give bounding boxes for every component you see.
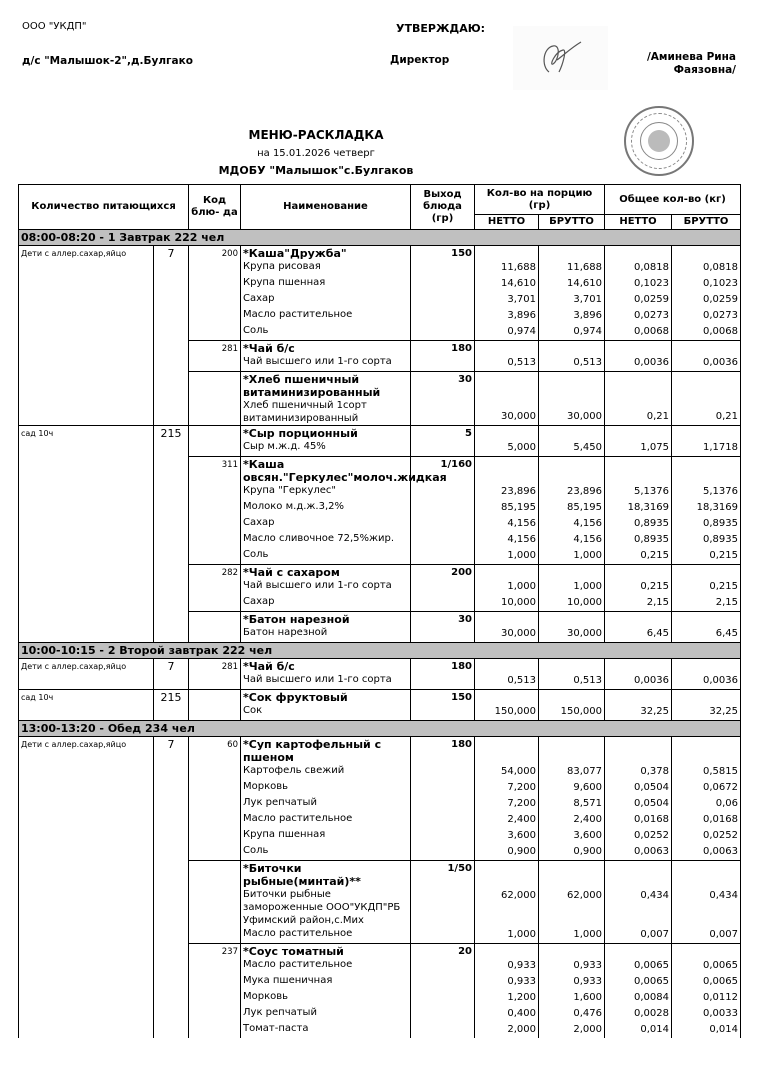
header-per-portion: Кол-во на порцию (гр) [475,185,605,215]
portion-netto: 1,000 [475,548,539,565]
ingredient-name: Биточки рыбные замороженные ООО"УКДП"РБ Уфимский район,с.Мих [241,888,411,927]
header-count: Количество питающихся [19,185,189,230]
header-output: Выход блюда (гр) [411,185,475,230]
total-netto: 0,8935 [605,532,672,548]
group-count: 7 [154,659,189,690]
portion-netto: 30,000 [475,626,539,643]
total-brutto: 0,0033 [672,1006,741,1022]
portion-brutto: 3,600 [539,828,605,844]
meal-title: 10:00-10:15 - 2 Второй завтрак 222 чел [19,643,741,659]
group-count: 215 [154,426,189,643]
header-total-brutto: БРУТТО [672,215,741,230]
total-brutto: 0,8935 [672,516,741,532]
portion-netto: 62,000 [475,888,539,927]
dish-output: 30 [411,372,475,426]
ingredient-name: Крупа рисовая [241,260,411,276]
document-date: на 15.01.2026 четверг [257,148,375,159]
total-netto: 0,0818 [605,260,672,276]
portion-netto: 5,000 [475,440,539,457]
ingredient-name: Молоко м.д.ж.3,2% [241,500,411,516]
portion-brutto: 1,000 [539,579,605,595]
ingredient-name: Соль [241,844,411,861]
ingredient-name: Соль [241,324,411,341]
empty-cell [672,372,741,400]
total-brutto: 0,0168 [672,812,741,828]
portion-brutto: 83,077 [539,764,605,780]
empty-cell [605,457,672,485]
empty-cell [672,565,741,580]
portion-netto: 85,195 [475,500,539,516]
dish-output: 180 [411,737,475,861]
ingredient-name: Чай высшего или 1-го сорта [241,673,411,690]
total-netto: 0,0028 [605,1006,672,1022]
dish-output: 150 [411,246,475,341]
dish-code [189,426,241,457]
total-netto: 0,0084 [605,990,672,1006]
dish-row [19,659,741,674]
empty-cell [539,861,605,889]
ingredient-name: Масло растительное [241,958,411,974]
total-netto: 0,1023 [605,276,672,292]
total-brutto: 0,007 [672,927,741,944]
total-brutto: 0,0068 [672,324,741,341]
header-name: Наименование [241,185,411,230]
empty-cell [539,737,605,765]
empty-cell [475,341,539,356]
empty-cell [475,246,539,261]
portion-netto: 1,000 [475,927,539,944]
empty-cell [605,612,672,627]
portion-netto: 0,900 [475,844,539,861]
empty-cell [539,246,605,261]
portion-netto: 14,610 [475,276,539,292]
menu-table-body [19,230,741,1039]
empty-cell [672,690,741,705]
total-netto: 0,0168 [605,812,672,828]
ingredient-name: Масло сливочное 72,5%жир. [241,532,411,548]
ingredient-name: Батон нарезной [241,626,411,643]
dish-name: *Сок фруктовый [241,690,411,705]
signature-icon [513,26,608,90]
total-brutto: 0,014 [672,1022,741,1038]
portion-netto: 30,000 [475,399,539,426]
ingredient-name: Соль [241,548,411,565]
total-brutto: 1,1718 [672,440,741,457]
portion-netto: 2,000 [475,1022,539,1038]
ingredient-name: Сыр м.ж.д. 45% [241,440,411,457]
meal-header-row [19,643,741,659]
dish-output: 1/160 [411,457,475,565]
dish-code [189,690,241,721]
portion-brutto: 3,896 [539,308,605,324]
dish-output: 150 [411,690,475,721]
total-netto: 0,378 [605,764,672,780]
total-brutto: 0,1023 [672,276,741,292]
ingredient-name: Морковь [241,990,411,1006]
total-brutto: 0,0036 [672,673,741,690]
empty-cell [605,944,672,959]
total-brutto: 0,215 [672,579,741,595]
portion-netto: 0,513 [475,355,539,372]
ingredient-name: Морковь [241,780,411,796]
portion-brutto: 10,000 [539,595,605,612]
organization-name: ООО "УКДП" [22,21,87,32]
total-netto: 32,25 [605,704,672,721]
school-name: МДОБУ "Малышок"с.Булгаков [218,164,414,177]
dish-code: 237 [189,944,241,1039]
meal-header-row [19,721,741,737]
portion-netto: 4,156 [475,532,539,548]
portion-netto: 7,200 [475,796,539,812]
portion-netto: 1,000 [475,579,539,595]
portion-netto: 1,200 [475,990,539,1006]
portion-netto: 0,933 [475,958,539,974]
group-label: Дети с аллер.сахар,яйцо [19,659,154,690]
portion-brutto: 1,000 [539,927,605,944]
portion-brutto: 5,450 [539,440,605,457]
empty-cell [475,861,539,889]
ingredient-name: Картофель свежий [241,764,411,780]
total-netto: 0,014 [605,1022,672,1038]
meal-title: 08:00-08:20 - 1 Завтрак 222 чел [19,230,741,246]
total-netto: 5,1376 [605,484,672,500]
portion-brutto: 2,000 [539,1022,605,1038]
empty-cell [672,944,741,959]
ingredient-name: Сахар [241,292,411,308]
empty-cell [605,659,672,674]
director-label: Директор [390,54,450,66]
dish-name: *Чай б/с [241,341,411,356]
empty-cell [475,737,539,765]
header-brutto: БРУТТО [539,215,605,230]
empty-cell [605,426,672,441]
total-netto: 0,21 [605,399,672,426]
total-brutto: 0,0112 [672,990,741,1006]
empty-cell [605,341,672,356]
portion-netto: 4,156 [475,516,539,532]
portion-netto: 23,896 [475,484,539,500]
dish-name: *Батон нарезной [241,612,411,627]
total-brutto: 0,0063 [672,844,741,861]
dish-name: *Хлеб пшеничный витаминизированный [241,372,411,400]
empty-cell [605,246,672,261]
dish-code [189,612,241,643]
empty-cell [475,457,539,485]
dish-name: *Каша овсян."Геркулес"молоч.жидкая [241,457,411,485]
dish-code [189,372,241,426]
ingredient-name: Лук репчатый [241,796,411,812]
header-code: Код блю- да [189,185,241,230]
portion-brutto: 11,688 [539,260,605,276]
empty-cell [539,565,605,580]
total-brutto: 0,0065 [672,958,741,974]
ingredient-name: Лук репчатый [241,1006,411,1022]
portion-brutto: 0,513 [539,673,605,690]
total-netto: 0,0065 [605,974,672,990]
portion-brutto: 1,600 [539,990,605,1006]
total-brutto: 0,0818 [672,260,741,276]
total-netto: 0,0252 [605,828,672,844]
ingredient-name: Томат-паста [241,1022,411,1038]
portion-brutto: 4,156 [539,532,605,548]
total-netto: 0,0063 [605,844,672,861]
portion-netto: 0,400 [475,1006,539,1022]
document-title: МЕНЮ-РАСКЛАДКА [248,128,384,142]
portion-brutto: 62,000 [539,888,605,927]
ingredient-name: Сахар [241,595,411,612]
total-netto: 0,0273 [605,308,672,324]
portion-netto: 3,600 [475,828,539,844]
portion-brutto: 3,701 [539,292,605,308]
total-netto: 0,007 [605,927,672,944]
empty-cell [539,457,605,485]
portion-netto: 54,000 [475,764,539,780]
total-netto: 0,0504 [605,780,672,796]
total-brutto: 0,0036 [672,355,741,372]
portion-brutto: 0,933 [539,958,605,974]
empty-cell [539,341,605,356]
ingredient-name: Крупа "Геркулес" [241,484,411,500]
total-brutto: 0,0672 [672,780,741,796]
portion-brutto: 30,000 [539,399,605,426]
ingredient-name: Масло растительное [241,927,411,944]
empty-cell [475,565,539,580]
dish-row [19,246,741,261]
dish-output: 30 [411,612,475,643]
total-netto: 0,8935 [605,516,672,532]
dish-code: 282 [189,565,241,612]
empty-cell [539,426,605,441]
empty-cell [539,372,605,400]
total-brutto: 6,45 [672,626,741,643]
dish-name: *Сыр порционный [241,426,411,441]
total-brutto: 0,0259 [672,292,741,308]
total-netto: 18,3169 [605,500,672,516]
total-netto: 0,0068 [605,324,672,341]
empty-cell [672,426,741,441]
empty-cell [672,246,741,261]
dish-code: 200 [189,246,241,341]
empty-cell [475,372,539,400]
dish-code: 60 [189,737,241,861]
portion-netto: 0,974 [475,324,539,341]
ingredient-name: Крупа пшенная [241,828,411,844]
portion-brutto: 8,571 [539,796,605,812]
dish-output: 180 [411,341,475,372]
portion-brutto: 1,000 [539,548,605,565]
total-netto: 0,0504 [605,796,672,812]
total-netto: 6,45 [605,626,672,643]
kindergarten-name: д/с "Малышок-2",д.Булгако [22,55,193,67]
total-netto: 0,0259 [605,292,672,308]
empty-cell [475,426,539,441]
total-brutto: 5,1376 [672,484,741,500]
ingredient-name: Масло растительное [241,812,411,828]
empty-cell [605,737,672,765]
portion-brutto: 0,933 [539,974,605,990]
group-label: сад 10ч [19,426,154,643]
dish-output: 180 [411,659,475,690]
group-count: 215 [154,690,189,721]
total-brutto: 0,434 [672,888,741,927]
dish-name: *Каша"Дружба" [241,246,411,261]
portion-brutto: 30,000 [539,626,605,643]
total-netto: 0,434 [605,888,672,927]
header-netto: НЕТТО [475,215,539,230]
empty-cell [539,690,605,705]
empty-cell [605,372,672,400]
empty-cell [475,659,539,674]
portion-netto: 7,200 [475,780,539,796]
total-brutto: 0,06 [672,796,741,812]
empty-cell [539,612,605,627]
total-brutto: 2,15 [672,595,741,612]
ingredient-name: Масло растительное [241,308,411,324]
total-brutto: 0,0273 [672,308,741,324]
dish-code: 281 [189,659,241,690]
total-brutto: 0,8935 [672,532,741,548]
total-brutto: 0,0252 [672,828,741,844]
total-netto: 0,0036 [605,355,672,372]
total-netto: 0,215 [605,548,672,565]
empty-cell [475,690,539,705]
group-label: Дети с аллер.сахар,яйцо [19,737,154,1039]
empty-cell [605,690,672,705]
portion-brutto: 85,195 [539,500,605,516]
approve-label: УТВЕРЖДАЮ: [396,22,486,35]
ingredient-name: Хлеб пшеничный 1сорт витаминизированный [241,399,411,426]
total-netto: 1,075 [605,440,672,457]
portion-brutto: 23,896 [539,484,605,500]
header-total-netto: НЕТТО [605,215,672,230]
total-brutto: 0,5815 [672,764,741,780]
ingredient-name: Мука пшеничная [241,974,411,990]
empty-cell [672,457,741,485]
total-netto: 2,15 [605,595,672,612]
dish-name: *Суп картофельный с пшеном [241,737,411,765]
dish-output: 5 [411,426,475,457]
total-brutto: 0,215 [672,548,741,565]
ingredient-name: Чай высшего или 1-го сорта [241,355,411,372]
portion-netto: 3,701 [475,292,539,308]
group-count: 7 [154,737,189,1039]
empty-cell [605,861,672,889]
group-label: сад 10ч [19,690,154,721]
dish-output: 1/50 [411,861,475,944]
empty-cell [672,612,741,627]
ingredient-name: Сахар [241,516,411,532]
portion-netto: 150,000 [475,704,539,721]
portion-netto: 11,688 [475,260,539,276]
empty-cell [672,861,741,889]
total-netto: 0,215 [605,579,672,595]
total-netto: 0,0036 [605,673,672,690]
portion-netto: 10,000 [475,595,539,612]
dish-output: 200 [411,565,475,612]
portion-brutto: 2,400 [539,812,605,828]
director-name: /Аминева Рина Фаязовна/ [646,51,736,76]
total-netto: 0,0065 [605,958,672,974]
dish-output: 20 [411,944,475,1039]
portion-netto: 0,513 [475,673,539,690]
empty-cell [672,659,741,674]
total-brutto: 32,25 [672,704,741,721]
dish-code: 311 [189,457,241,565]
empty-cell [475,612,539,627]
meal-title: 13:00-13:20 - Обед 234 чел [19,721,741,737]
portion-netto: 2,400 [475,812,539,828]
dish-name: *Чай б/с [241,659,411,674]
portion-netto: 0,933 [475,974,539,990]
stamp-seal-icon [624,106,694,176]
portion-brutto: 0,476 [539,1006,605,1022]
empty-cell [672,341,741,356]
ingredient-name: Сок [241,704,411,721]
dish-row [19,426,741,441]
header-total: Общее кол-во (кг) [605,185,741,215]
portion-netto: 3,896 [475,308,539,324]
ingredient-name: Чай высшего или 1-го сорта [241,579,411,595]
dish-name: *Соус томатный [241,944,411,959]
portion-brutto: 0,513 [539,355,605,372]
empty-cell [605,565,672,580]
menu-table [18,184,741,1038]
empty-cell [539,659,605,674]
total-brutto: 0,0065 [672,974,741,990]
dish-name: *Чай с сахаром [241,565,411,580]
signature-image [513,26,608,90]
dish-row [19,737,741,765]
meal-header-row [19,230,741,246]
total-brutto: 0,21 [672,399,741,426]
ingredient-name: Крупа пшенная [241,276,411,292]
portion-brutto: 0,974 [539,324,605,341]
empty-cell [539,944,605,959]
empty-cell [475,944,539,959]
group-label: Дети с аллер.сахар,яйцо [19,246,154,426]
portion-brutto: 14,610 [539,276,605,292]
dish-name: *Биточки рыбные(минтай)** [241,861,411,889]
empty-cell [672,737,741,765]
dish-code: 281 [189,341,241,372]
group-count: 7 [154,246,189,426]
portion-brutto: 4,156 [539,516,605,532]
dish-code [189,861,241,944]
portion-brutto: 9,600 [539,780,605,796]
portion-brutto: 150,000 [539,704,605,721]
portion-brutto: 0,900 [539,844,605,861]
total-brutto: 18,3169 [672,500,741,516]
dish-row [19,690,741,705]
